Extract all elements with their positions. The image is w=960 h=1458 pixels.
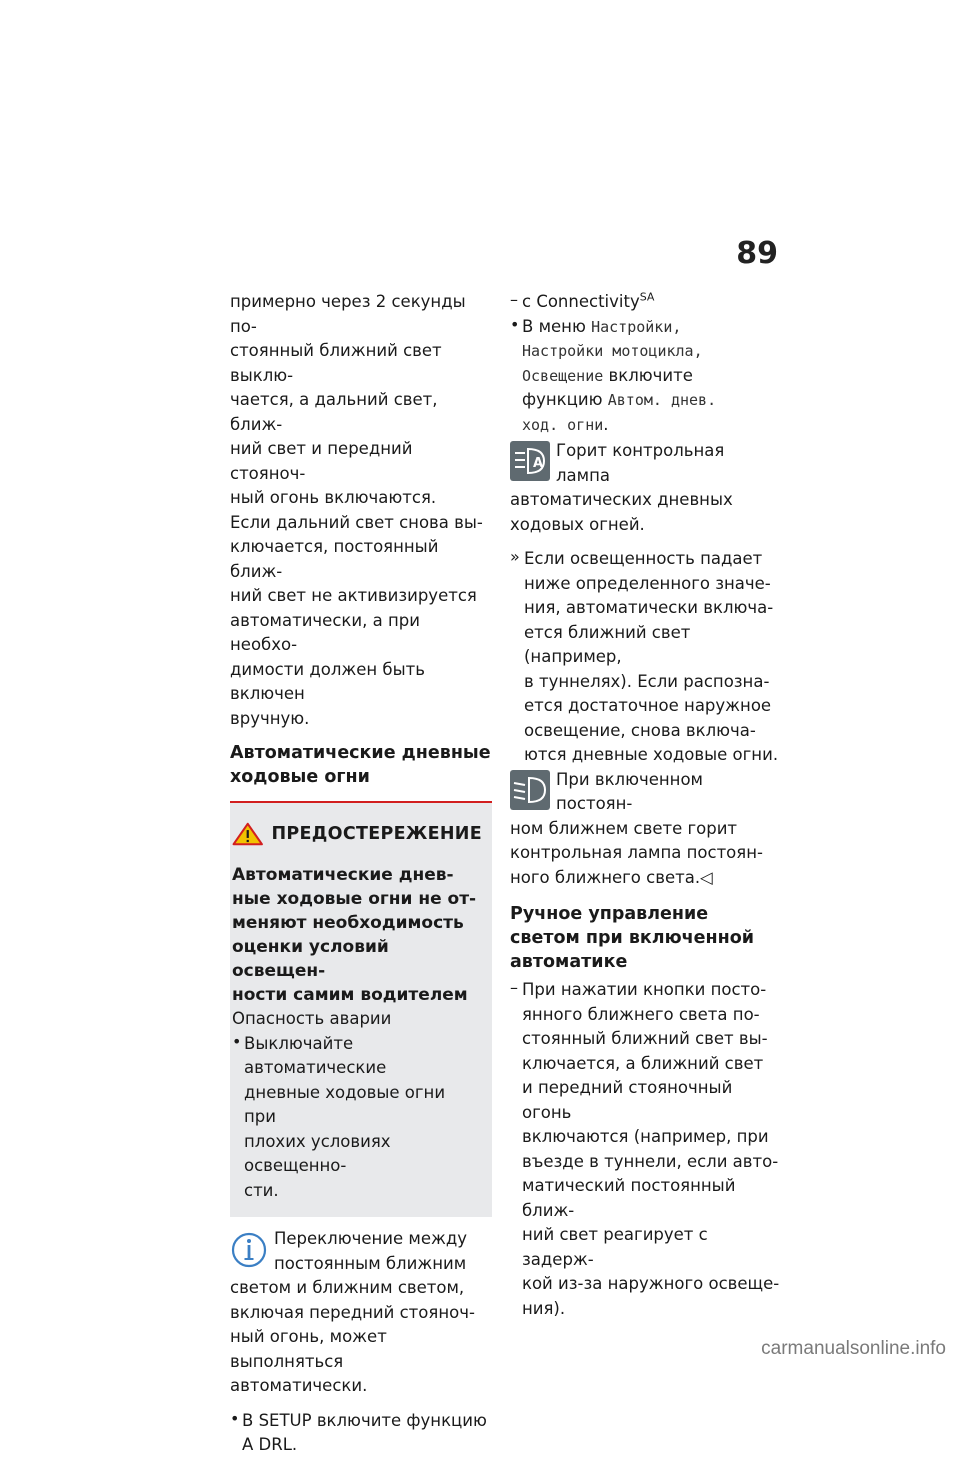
warning-bullet: • Выключайте автоматические дневные ходовые огни при плохих условиях освещенно- сти. — [232, 1031, 446, 1200]
warning-title: ПРЕДОСТЕРЕЖЕНИЕ — [271, 824, 482, 844]
menu-instruction: • В меню Настройки, Настройки мотоцикла, Освещение включите функцию Автом. днев. ход. огни. — [510, 314, 717, 434]
section-heading-auto-drl: Автоматические дневные ходовые огни — [230, 743, 491, 787]
drl-lamp-note: A Горит контрольная лампа автоматических дневных ходовых огней. — [510, 441, 733, 534]
connectivity-line: – с Connectivity$^{SA}$ — [510, 290, 655, 311]
warning-subtitle: Автоматические днев- ные ходовые огни не от- меняют необходимость оценки условий освещен- ности самим водителем — [232, 865, 477, 1005]
warning-risk: Опасность аварии — [232, 1009, 392, 1028]
paragraph-2: Если дальний свет снова вы- ключается, постоянный ближ- ний свет не активизируется автоматически, а при необхо- димости должен быть включен вручную. — [230, 512, 483, 728]
page-number: 89 — [736, 236, 778, 271]
section-heading-manual: Ручное управление светом при включенной автоматике — [510, 904, 754, 972]
low-beam-lamp-icon — [510, 770, 550, 810]
left-column — [230, 290, 492, 1458]
warning-triangle-icon — [232, 819, 263, 849]
footer-watermark: carmanualsonline.info — [761, 1338, 946, 1359]
setup-bullet: • В SETUP включите функцию A DRL. — [230, 1408, 487, 1454]
svg-text:A: A — [533, 456, 544, 471]
low-beam-lamp-note: При включенном постоян- ном ближнем свете горит контрольная лампа постоян- ного ближнего света.◁ — [510, 769, 763, 887]
right-column — [510, 290, 780, 1321]
manual-paragraph: – При нажатии кнопки посто- янного ближнего света по- стоянный ближний свет вы- ключается, а ближний свет и передний стояночный огонь включаются (например, при въезде в туннели, если авто- матический постоянный ближ- ний свет реагирует с задерж- кой из-за наружного освеще- ния). — [510, 978, 780, 1318]
result-paragraph: » Если освещенность падает ниже определенного значе- ния, автоматически включа- ется ближний свет (например, в туннелях). Если распозна- ется достаточное наружное освещение, снова включа- ются дневные ходовые огни. — [510, 547, 779, 764]
warning-box — [230, 803, 492, 1217]
paragraph-1: примерно через 2 секунды по- стоянный ближний свет выклю- чается, а дальний свет, ближ- ний свет и передний стояноч- ный огонь включаются. — [230, 292, 466, 507]
auto-drl-lamp-icon — [510, 441, 550, 481]
info-note: Переключение между постоянным ближним светом и ближним светом, включая передний стояноч- ный огонь, может выполняться автоматически. — [230, 1229, 475, 1395]
info-icon — [230, 1229, 268, 1269]
